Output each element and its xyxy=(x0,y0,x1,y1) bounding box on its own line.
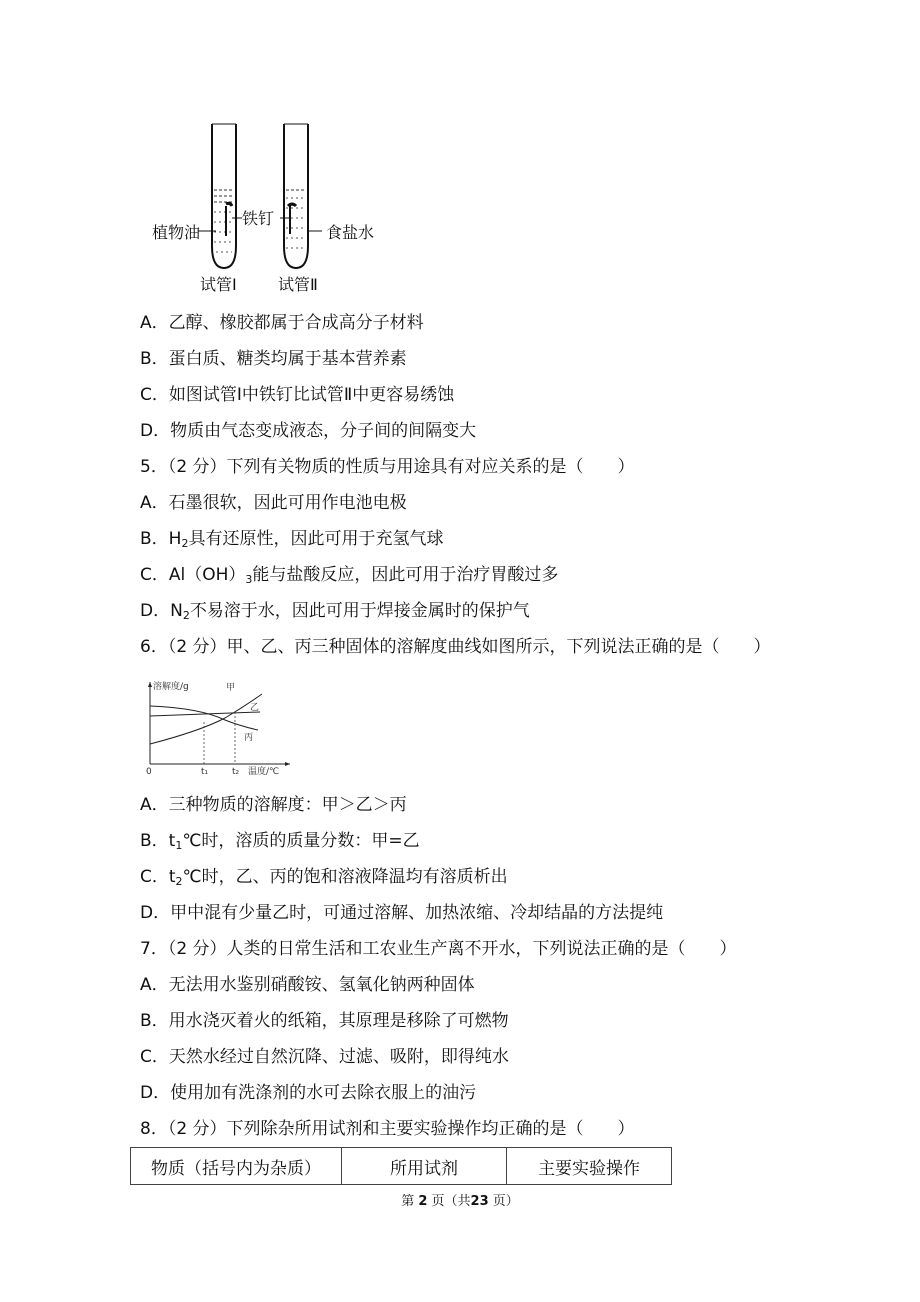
t2-label: t₂ xyxy=(232,767,240,777)
table-header-substance: 物质（括号内为杂质） xyxy=(131,1148,342,1185)
y-axis-label: 溶解度/g xyxy=(153,682,189,692)
q7-option-d: D．使用加有洗涤剂的水可去除衣服上的油污 xyxy=(140,1083,477,1103)
q4-option-a: A．乙醇、橡胶都属于合成高分子材料 xyxy=(140,313,424,333)
label-iron-nail: 铁钉 xyxy=(242,209,275,228)
t1-label: t₁ xyxy=(201,767,209,777)
jia-label: 甲 xyxy=(226,683,236,693)
q4-option-b: B．蛋白质、糖类均属于基本营养素 xyxy=(140,349,407,369)
table-header-reagent: 所用试剂 xyxy=(342,1148,507,1185)
x-axis-label: 温度/℃ xyxy=(248,767,280,777)
label-tube-1: 试管Ⅰ xyxy=(200,275,237,294)
page-footer: 第 2 页（共23 页） xyxy=(401,1194,519,1209)
q6-option-a: A．三种物质的溶解度：甲＞乙＞丙 xyxy=(140,795,407,815)
q4-option-c: C．如图试管Ⅰ中铁钉比试管Ⅱ中更容易绣蚀 xyxy=(140,385,455,405)
table-header-operation: 主要实验操作 xyxy=(507,1148,672,1185)
label-tube-2: 试管Ⅱ xyxy=(278,275,318,294)
yi-label: 乙 xyxy=(250,703,260,713)
q7-option-c: C．天然水经过自然沉降、过滤、吸附，即得纯水 xyxy=(140,1047,509,1067)
test-tube-2 xyxy=(284,124,308,268)
table-header-row xyxy=(131,1148,672,1185)
q5-stem: 5．（2 分）下列有关物质的性质与用途具有对应关系的是（ ） xyxy=(140,457,635,477)
q5-option-a: A．石墨很软，因此可用作电池电极 xyxy=(140,493,407,513)
solubility-curve-figure xyxy=(140,676,300,776)
q6-option-c: C．$t_2℃$时，乙、丙的饱和溶液降温均有溶质析出 xyxy=(140,867,508,888)
q4-option-d: D．物质由气态变成液态，分子间的间隔变大 xyxy=(140,421,477,441)
q5-option-c: C．$Al(OH)_3$能与盐酸反应，因此可用于治疗胃酸过多 xyxy=(140,565,559,586)
label-vegetable-oil: 植物油 xyxy=(152,223,201,242)
q6-option-b: B．$t_1℃$时，溶质的质量分数：甲=乙 xyxy=(140,831,420,852)
q8-stem: 8．（2 分）下列除杂所用试剂和主要实验操作均正确的是（ ） xyxy=(140,1119,635,1139)
q6-option-d: D．甲中混有少量乙时，可通过溶解、加热浓缩、冷却结晶的方法提纯 xyxy=(140,903,664,923)
q7-stem: 7．（2 分）人类的日常生活和工农业生产离不开水，下列说法正确的是（ ） xyxy=(140,939,737,959)
q6-stem: 6．（2 分）甲、乙、丙三种固体的溶解度曲线如图所示，下列说法正确的是（ ） xyxy=(140,637,771,657)
test-tube-1 xyxy=(212,124,236,268)
q7-option-b: B．用水浇灭着火的纸箱，其原理是移除了可燃物 xyxy=(140,1011,509,1031)
q5-option-b: B．$H_2$具有还原性，因此可用于充氢气球 xyxy=(140,529,444,550)
label-salt-water: 食盐水 xyxy=(326,223,375,242)
test-tube-figure xyxy=(152,118,400,298)
q5-option-d: D．$N_2$不易溶于水，因此可用于焊接金属时的保护气 xyxy=(140,601,530,622)
bing-label: 丙 xyxy=(244,733,254,743)
origin-label: 0 xyxy=(146,767,152,777)
q7-option-a: A．无法用水鉴别硝酸铵、氢氧化钠两种固体 xyxy=(140,975,475,995)
q8-table xyxy=(130,1147,672,1185)
